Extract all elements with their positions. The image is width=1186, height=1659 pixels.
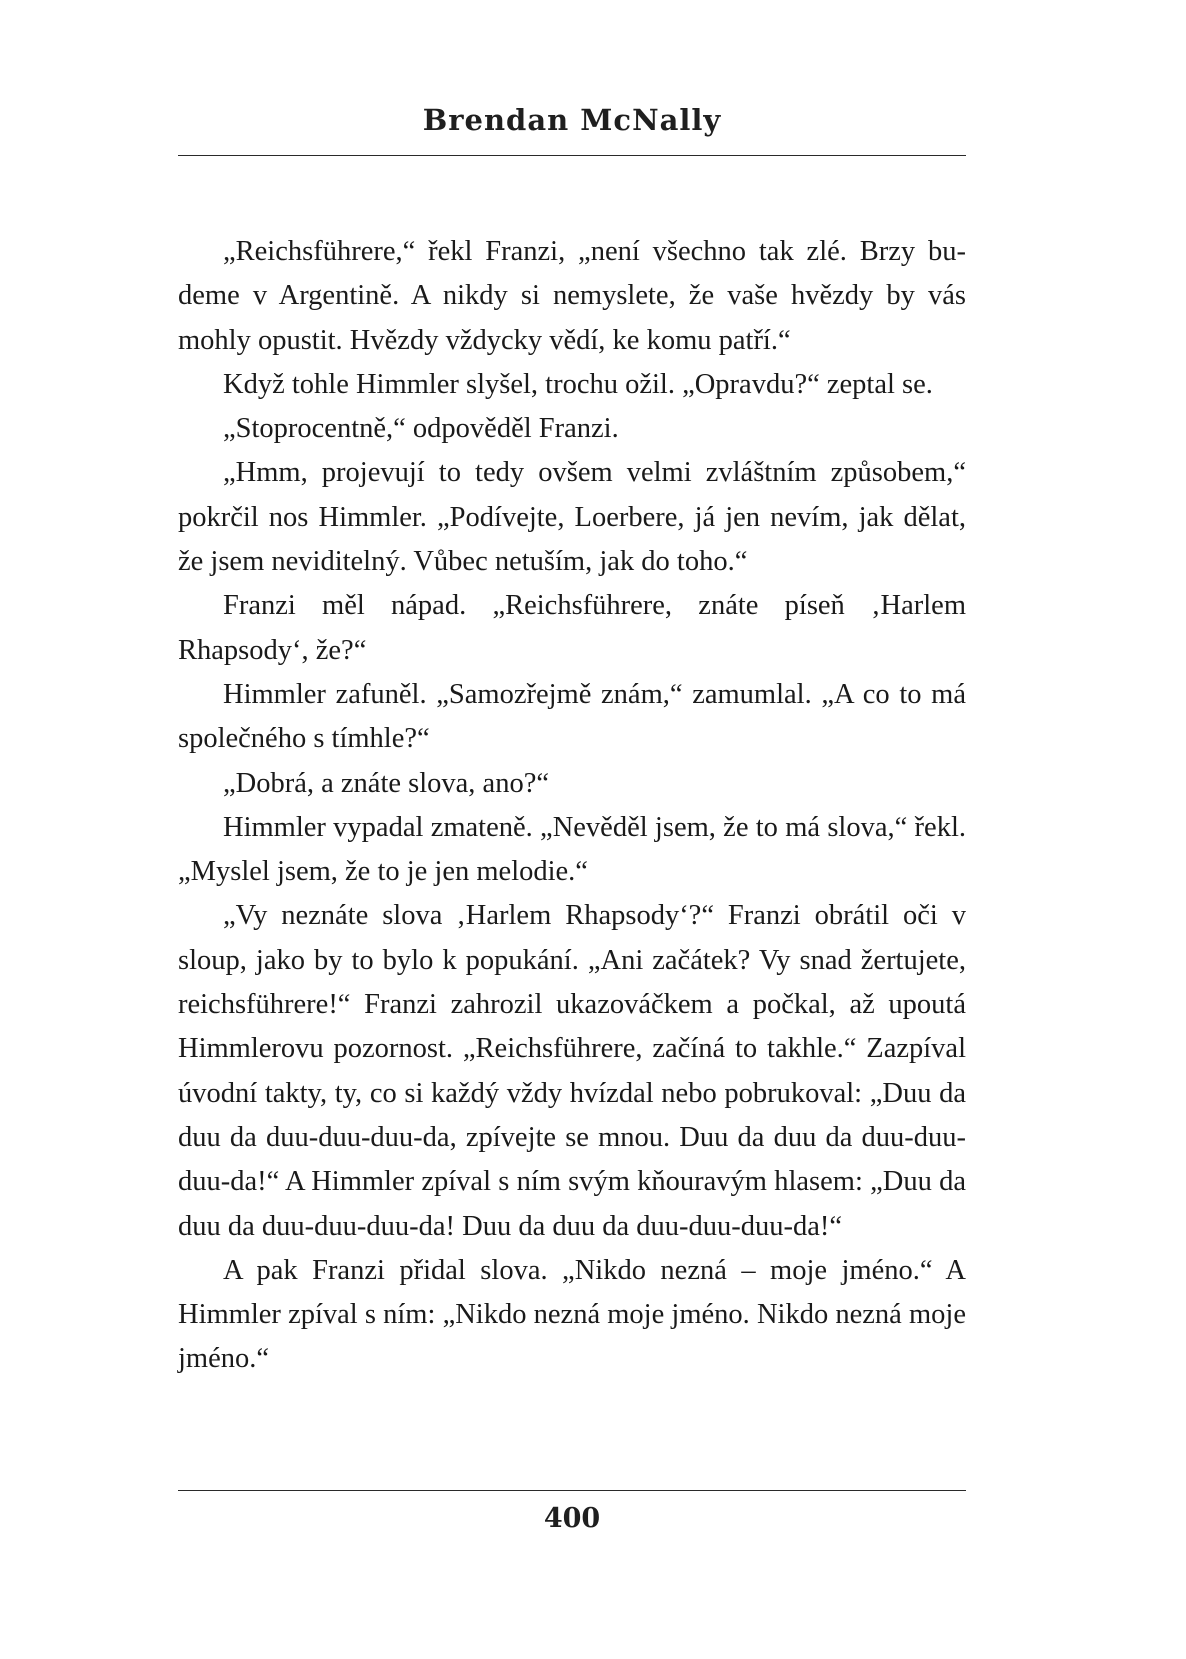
paragraph: „Hmm, projevují to tedy ovšem velmi zvláštním způsobem,“ pokrčil nos Himmler. „Podívejte, Loerbere, já jen nevím, jak dělat, že jsem neviditelný. Vůbec netuším, jak do toho.“ <box>178 457 966 578</box>
running-head-author: Brendan McNally <box>422 103 722 137</box>
paragraph: „Vy neznáte slova ‚Harlem Rhapsody‘?“ Franzi obrátil oči v sloup, jako by to bylo k popukání. „Ani začátek? Vy snad žertujete, reichsführere!“ Franzi zahrozil ukazováčkem a počkal, až upoutá Himmlerovu pozornost. „Reichsführere, začíná to takhle.“ Zazpíval úvodní takty, ty, co si každý vždy hvízdal nebo pobrukoval: „Duu da duu da duu-duu-duu-da, zpívejte se mnou. Duu da duu da duu-duu-duu-da!“ A Himmler zpíval s ním svým kňouravým hlasem: „Duu da duu da duu-duu-duu-da! Duu da duu da duu-duu-duu-da!“ <box>178 900 966 1242</box>
paragraph: „Dobrá, a znáte slova, ano?“ <box>223 767 549 799</box>
page-number: 400 <box>543 1503 601 1534</box>
footer-rule <box>178 1490 966 1491</box>
header-rule <box>178 155 966 156</box>
paragraph: Když tohle Himmler slyšel, trochu ožil. „Opravdu?“ zeptal se. <box>223 368 933 400</box>
paragraph: „Stoprocentně,“ odpověděl Franzi. <box>223 413 619 445</box>
paragraph: A pak Franzi přidal slova. „Nikdo nezná – moje jméno.“ A Himmler zpíval s ním: „Nikdo nezná moje jméno. Nikdo nezná moje jméno.“ <box>178 1254 966 1375</box>
paragraph: „Reichsführere,“ řekl Franzi, „není všechno tak zlé. Brzy budeme v Argentině. A nikdy si nemyslete, že vaše hvězdy by vás mohly opustit. Hvězdy vždycky vědí, ke komu patří.“ <box>178 236 966 356</box>
paragraph: Himmler zafuněl. „Samozřejmě znám,“ zamumlal. „A co to má společného s tímhle?“ <box>178 678 966 755</box>
paragraph: Franzi měl nápad. „Reichsführere, znáte píseň ‚Harlem Rhapsody‘, že?“ <box>178 590 966 666</box>
page-body-text <box>178 230 966 1382</box>
paragraph: Himmler vypadal zmateně. „Nevěděl jsem, že to má slova,“ řekl. „Myslel jsem, že to je jen melodie.“ <box>178 811 966 888</box>
